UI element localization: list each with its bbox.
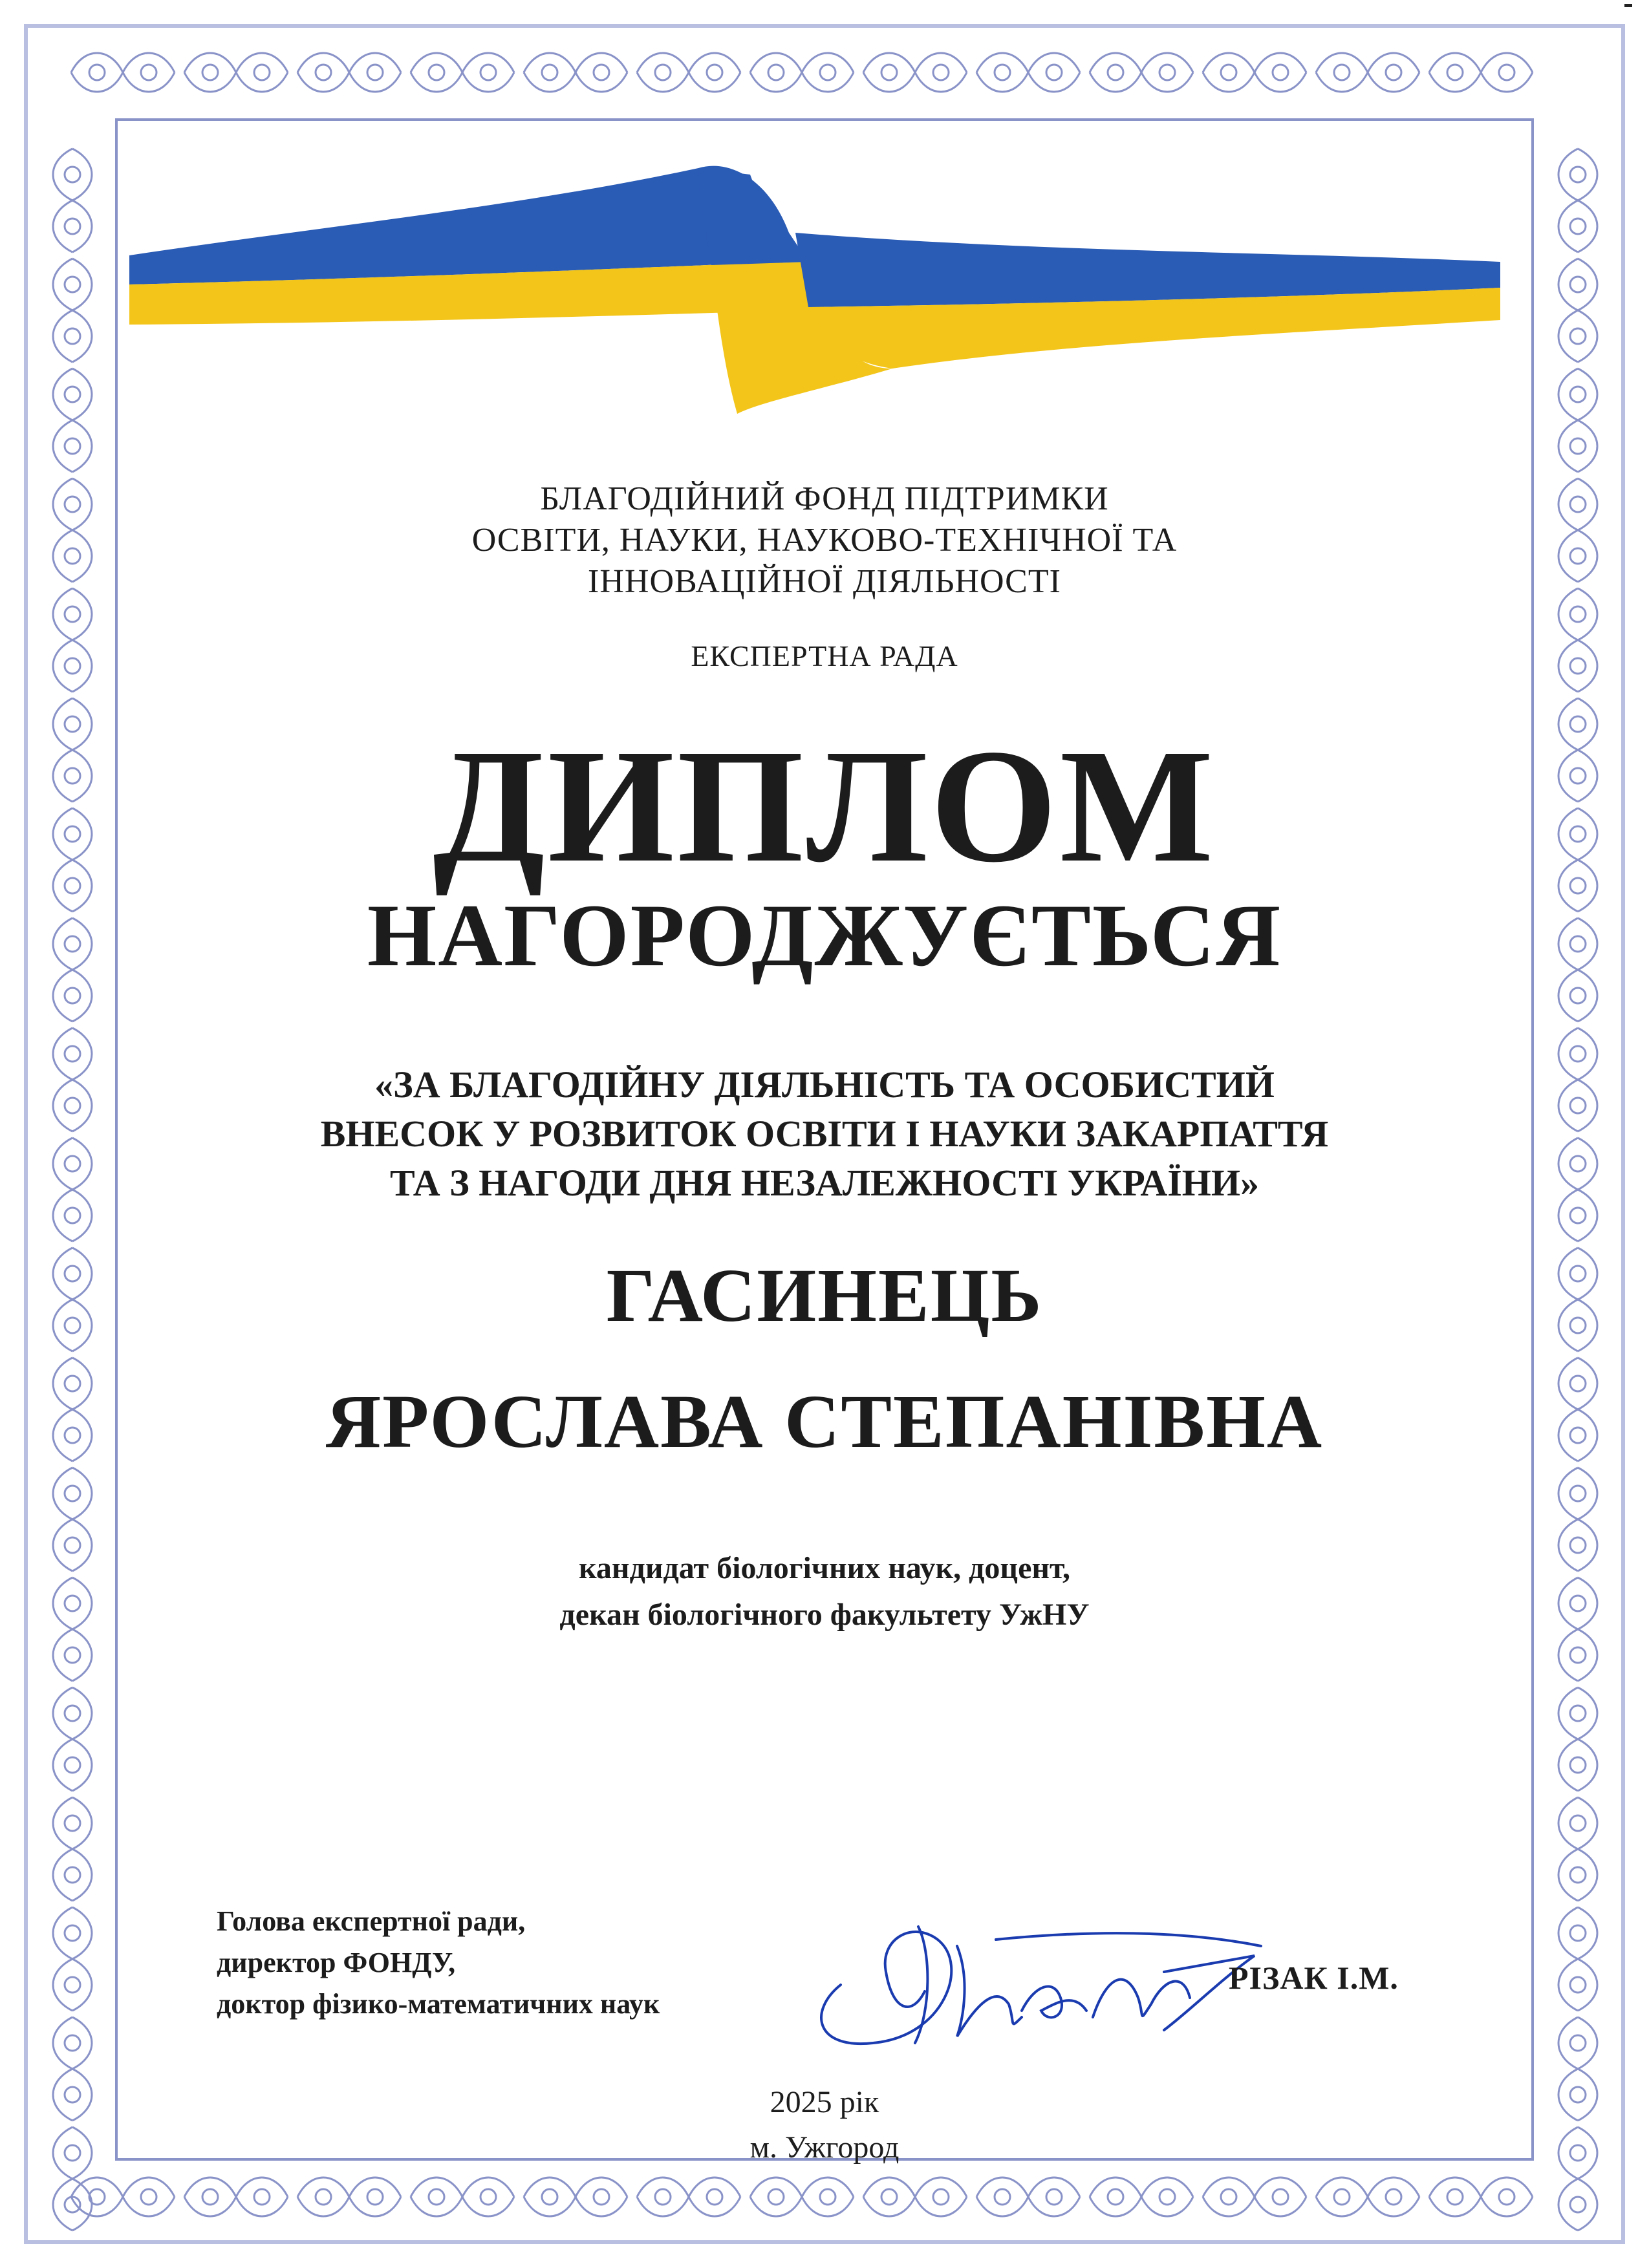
recipient-position-line-2: декан біологічного факультету УжНУ — [559, 1598, 1090, 1632]
organization-name — [0, 478, 1649, 603]
signatory-role-line-1: Голова експертної ради, — [217, 1905, 526, 1937]
award-reason-line-1: «ЗА БЛАГОДІЙНУ ДІЯЛЬНІСТЬ ТА ОСОБИСТИЙ — [374, 1064, 1275, 1106]
handwritten-signature — [802, 1888, 1293, 2069]
signatory-role — [217, 1901, 660, 2025]
award-reason — [0, 1060, 1649, 1208]
award-reason-line-2: ВНЕСОК У РОЗВИТОК ОСВІТИ І НАУКИ ЗАКАРПАТТЯ — [320, 1113, 1329, 1155]
recipient-surname: ГАСИНЕЦЬ — [606, 1253, 1043, 1338]
diploma-title: ДИПЛОМ — [433, 715, 1216, 896]
organization-name-line-2: ОСВІТИ, НАУКИ, НАУКОВО-ТЕХНІЧНОЇ ТА — [471, 522, 1178, 559]
issue-year: 2025 рік — [770, 2085, 879, 2119]
scan-corner-mark — [1624, 4, 1632, 7]
award-reason-line-3: ТА З НАГОДИ ДНЯ НЕЗАЛЕЖНОСТІ УКРАЇНИ» — [389, 1162, 1260, 1204]
issue-city: м. Ужгород — [749, 2130, 900, 2165]
recipient-position — [0, 1545, 1649, 1638]
organization-name-line-3: ІННОВАЦІЙНОЇ ДІЯЛЬНОСТІ — [588, 563, 1061, 600]
recipient-position-line-1: кандидат біологічних наук, доцент, — [578, 1551, 1071, 1585]
awarded-heading: НАГОРОДЖУЄТЬСЯ — [367, 886, 1282, 985]
signatory-role-line-2: директор ФОНДУ, — [217, 1947, 456, 1978]
signer-name: РІЗАК І.М. — [1229, 1960, 1399, 1996]
signatory-role-line-3: доктор фізико-математичних наук — [217, 1988, 660, 2020]
organization-name-line-1: БЛАГОДІЙНИЙ ФОНД ПІДТРИМКИ — [540, 480, 1109, 517]
recipient-given-names: ЯРОСЛАВА СТЕПАНІВНА — [325, 1379, 1324, 1464]
expert-council-label: ЕКСПЕРТНА РАДА — [691, 639, 958, 672]
